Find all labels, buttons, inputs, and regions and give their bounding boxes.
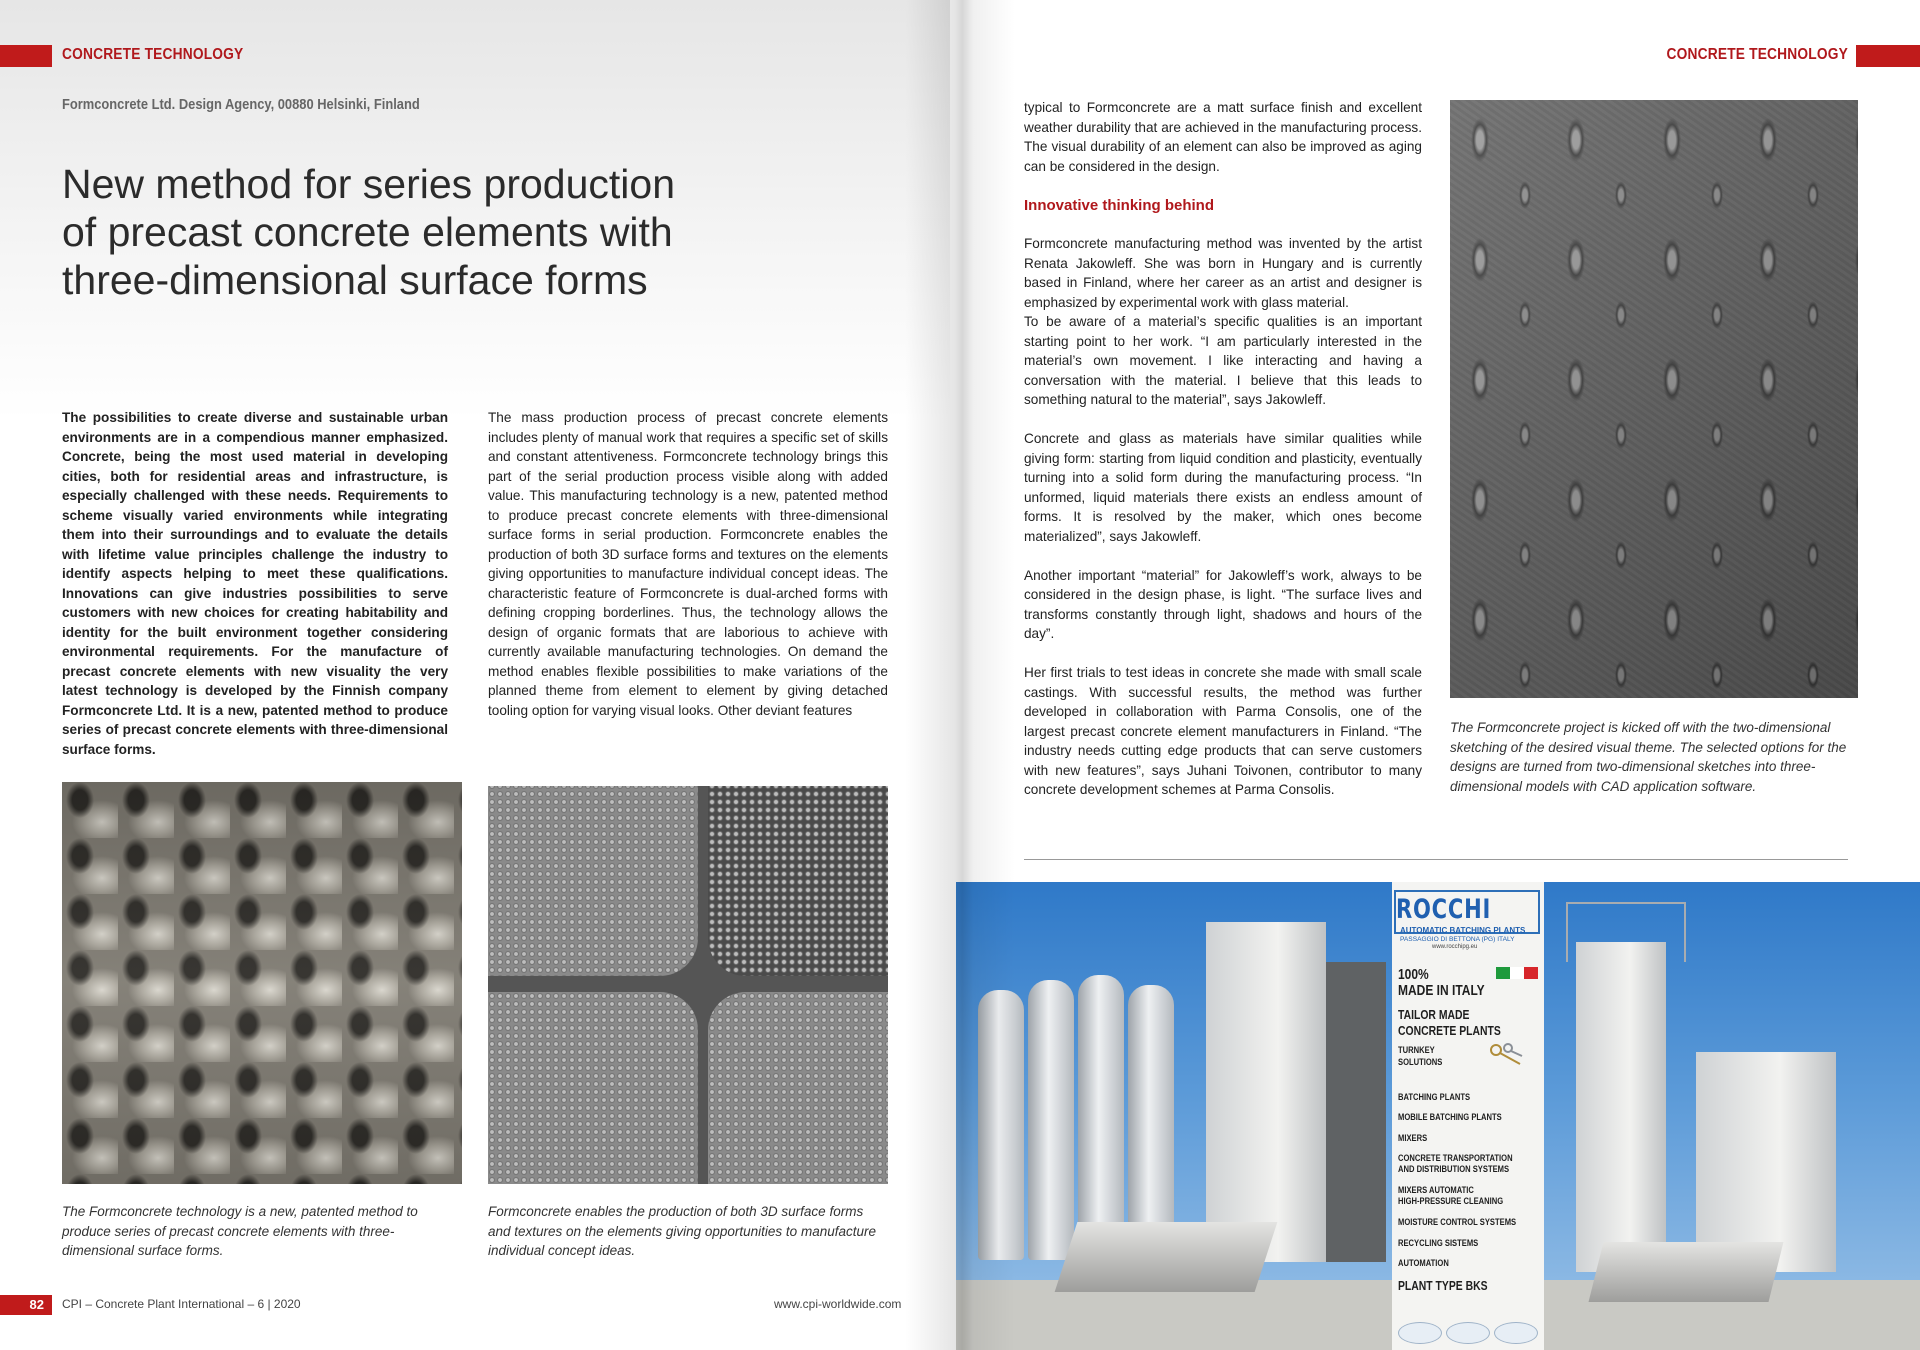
certification-badge-icon	[1494, 1322, 1538, 1344]
column3-paragraph: Her first trials to test ideas in concrete she made with small scale castings. With successful results, the method was further developed in collaboration with Parma Consolis, one of the largest precast concrete element manufacturers in Finland. “The industry needs cutting edge products that can serve customers with new features”, says Juhani Toivonen, contributor to many concrete development schemes at Parma Consolis.	[1024, 665, 1422, 797]
ad-text-panel	[1392, 882, 1544, 1350]
headline-line-2: of precast concrete elements with	[62, 209, 673, 255]
ad-list-item: HIGH-PRESSURE CLEANING	[1398, 1196, 1504, 1207]
ad-certification-badges	[1398, 1322, 1538, 1344]
ad-plant-type: PLANT TYPE BKS	[1398, 1278, 1488, 1293]
ad-plant-tower	[1576, 942, 1666, 1272]
headline-line-1: New method for series production	[62, 161, 676, 207]
column3-text: Formconcrete manufacturing method was invented by the artist Renata Jakowleff. She was born in Hungary and is currently based in Finland, where her career as an artist and designer is emphasized by experimental work with glass material.	[1024, 236, 1422, 310]
ad-list-item: CONCRETE TRANSPORTATION	[1398, 1153, 1513, 1164]
section-tab-left	[0, 45, 52, 67]
photo-panel-quadrant	[488, 992, 698, 1184]
italian-flag-icon	[1496, 967, 1538, 979]
ad-hopper	[1589, 1242, 1784, 1302]
ad-headline: MADE IN ITALY	[1398, 982, 1485, 999]
publication-footer: CPI – Concrete Plant International – 6 | 2020	[62, 1297, 301, 1311]
photo-caption-1: The Formconcrete technology is a new, patented method to produce series of precast concrete elements with three-dimensional surface forms.	[62, 1204, 418, 1258]
column3-paragraph	[1024, 234, 1422, 410]
ad-silo	[1128, 985, 1174, 1260]
ad-list-item: AND DISTRIBUTION SYSTEMS	[1398, 1164, 1510, 1175]
ad-headline: SOLUTIONS	[1398, 1057, 1443, 1068]
ad-silo	[1078, 975, 1124, 1260]
ad-list-item: MIXERS AUTOMATIC	[1398, 1185, 1474, 1196]
ad-headline: 100%	[1398, 966, 1429, 983]
agency-line: Formconcrete Ltd. Design Agency, 00880 Helsinki, Finland	[62, 96, 420, 113]
keys-icon	[1488, 1042, 1524, 1068]
ad-silo	[1028, 980, 1074, 1260]
article-column-3	[1024, 98, 1422, 819]
photo-panel-quadrant	[708, 992, 888, 1184]
ad-headline: CONCRETE PLANTS	[1398, 1023, 1501, 1038]
article-column-2: The mass production process of precast concrete elements includes plenty of manual work that requires a specific set of skills and constant attentiveness. Formconcrete technology brings this part of the serial production process visible along with added value. This manufacturing technology is a new, patented method to produce precast concrete elements with three-dimensional surface forms in serial production. Formconcrete enables the production of both 3D surface forms and textures on the elements giving opportunities to manufacture individual concept ideas. The characteristic feature of Formconcrete is dual-arched forms with defining cropping borderlines. Thus, the technology allows the design of organic formats that are laborious to achieve with currently available manufacturing technologies. On demand the method enables flexible possibilities to make variations of the planned theme from element to element by giving detached tooling option for varying visual looks. Other deviant features	[488, 410, 888, 718]
photo-caption-2: Formconcrete enables the production of both 3D surface forms and textures on the elements giving opportunities to manufacture individual concept ideas.	[488, 1204, 876, 1258]
left-page	[0, 0, 950, 1350]
article-subhead: Innovative thinking behind	[1024, 196, 1215, 214]
article-headline	[62, 160, 742, 304]
ad-plant-structure	[1326, 962, 1386, 1262]
page-number: 82	[0, 1295, 52, 1315]
section-label-left: CONCRETE TECHNOLOGY	[62, 46, 244, 63]
ad-list-item: BATCHING PLANTS	[1398, 1092, 1471, 1103]
photo-textured-cushion-panel	[488, 786, 888, 1184]
headline-line-3: three-dimensional surface forms	[62, 257, 648, 303]
ad-list-item: AUTOMATION	[1398, 1258, 1449, 1269]
ad-hopper	[1055, 1222, 1278, 1292]
ad-headline: TAILOR MADE	[1398, 1007, 1470, 1022]
flag-stripe-red	[1524, 967, 1538, 979]
photo-teardrop-relief-panel	[1450, 100, 1858, 698]
ad-location: PASSAGGIO DI BETTONA (PG) ITALY	[1400, 936, 1515, 943]
website-footer: www.cpi-worldwide.com	[774, 1297, 902, 1311]
column3-paragraph: Concrete and glass as materials have similar qualities while giving form: starting from liquid condition and plasticity, eventually turning into a solid form during the manufacturing process. “In unformed, liquid materials there exists an endless amount of forms. It is resolved by the maker, which ones become materialized”, says Jakowleff.	[1024, 431, 1422, 544]
section-tab-right	[1856, 45, 1920, 67]
certification-badge-icon	[1398, 1322, 1442, 1344]
ad-list-item: MIXERS	[1398, 1133, 1428, 1144]
certification-badge-icon	[1446, 1322, 1490, 1344]
rocchi-logo: ROCCHI	[1396, 894, 1492, 925]
photo-panel-quadrant	[708, 786, 888, 976]
photo-panel-quadrant	[488, 786, 698, 976]
ad-list-item: MOBILE BATCHING PLANTS	[1398, 1112, 1502, 1123]
column3-paragraph: typical to Formconcrete are a matt surface finish and excellent weather durability that are achieved in the manufacturing process. The visual durability of an element can also be improved as aging can be considered in the design.	[1024, 100, 1422, 174]
ad-url: www.rocchipg.eu	[1432, 944, 1478, 950]
ad-headline: TURNKEY	[1398, 1045, 1435, 1056]
ad-tagline: AUTOMATIC BATCHING PLANTS	[1400, 926, 1526, 935]
ad-plant-tower	[1206, 922, 1326, 1262]
column3-paragraph: Another important “material” for Jakowleff’s work, always to be considered in the design phase, is light. “The surface lives and transforms constantly through light, shadows and hours of the day”.	[1024, 567, 1422, 641]
flag-stripe-white	[1510, 967, 1524, 979]
section-label-right: CONCRETE TECHNOLOGY	[1666, 46, 1848, 63]
article-lead: The possibilities to create diverse and sustainable urban environments are in a compendious manner emphasized. Concrete, being the most used material in developing cities, both for residential areas and infrastructure, is especially challenged with these needs. Requirements to scheme visually varied environments while integrating them into their surroundings and to evaluate the details with lifetime value principles challenge the industry to identify aspects helping to meet these qualifications. Innovations can give industries possibilities to serve customers with new choices for creating habitability and identity for the built environment together considering environmental requirements. For the manufacture of precast concrete elements with new visuality the very latest technology is developed by the Finnish company Formconcrete Ltd. It is a new, patented method to produce series of precast concrete elements with three-dimensional surface forms.	[62, 410, 448, 757]
ad-list-item: MOISTURE CONTROL SYSTEMS	[1398, 1217, 1517, 1228]
flag-stripe-green	[1496, 967, 1510, 979]
ad-list-item: RECYCLING SISTEMS	[1398, 1238, 1479, 1249]
column3-text: To be aware of a material’s specific qualities is an important starting point to her work. “I am particularly interested in the material’s own movement. I like interacting and having a conversation with the material. I believe that this leads to something natural to the material”, says Jakowleff.	[1024, 314, 1422, 407]
ad-plant-building	[1696, 1052, 1836, 1272]
rocchi-advertisement	[956, 882, 1920, 1350]
ad-roof-frame	[1566, 902, 1686, 962]
divider-rule	[1024, 859, 1848, 860]
photo-caption-3: The Formconcrete project is kicked off with the two-dimensional sketching of the desired visual theme. The selected options for the designs are turned from two-dimensional sketches into three-dimensional models with CAD application software.	[1450, 720, 1847, 794]
photo-wave-texture-panel	[62, 782, 462, 1184]
spine-shadow	[905, 0, 1015, 1350]
